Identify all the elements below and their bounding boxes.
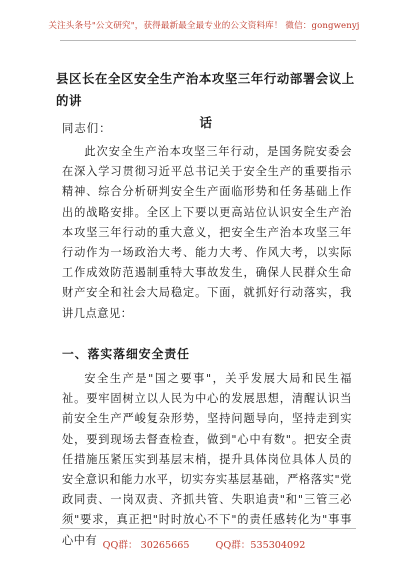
footer-divider <box>60 528 356 529</box>
salutation: 同志们： <box>62 121 112 135</box>
header-divider <box>60 40 356 41</box>
title-line-1: 县区长在全区安全生产治本攻坚三年行动部署会议上的讲 <box>56 71 355 108</box>
header-promo-note: 关注头条号"公文研究"，获得最新最全最专业的公文资料库！ 微信：gongwenyj <box>48 21 360 31</box>
section-1-body <box>62 369 352 551</box>
footer-qq-group-1: QQ群： 30265665 <box>102 540 190 551</box>
footer-contact <box>0 537 408 551</box>
intro-paragraph: 此次安全生产治本攻坚三年行动，是国务院安委会在深入学习贯彻习近平总书记关于安全生产的重要指示精神、综合分析研判安全生产面临形势和任务基础上作出的战略安排。全区上下要以更高站位认识安全生产治本攻坚三年行动的重大意义，把安全生产治本攻坚三年行动作为一场政治大考、能力大考、作风大考，以实际工作成效防范遏制重特大事故发生，确保人民群众生命财产安全和社会大局稳定。下面，就抓好行动落实，我讲几点意见： <box>62 145 352 320</box>
section-1-paragraph: 安全生产是"国之要事"，关乎发展大局和民生福祉。要牢固树立以人民为中心的发展思想，清醒认识当前安全生产严峻复杂形势，坚持问题导向，坚持走到实处，要到现场去督查检查，做到"心中有数"。把安全责任措施压紧压实到基层末梢，提升具体岗位具体人员的安全意识和能力水平，切实夯实基层基础，严格落实"党政同责、一岗双责、齐抓共管、失职追责"和"三管三必须"要求，真正把"时时放心不下"的责任感转化为"事事心中有 <box>62 372 352 547</box>
section-heading-1: 一、落实落细安全责任 <box>62 347 190 361</box>
intro-section <box>62 142 352 324</box>
title-line-2: 话 <box>199 115 213 130</box>
footer-qq-group-2: QQ群：535304092 <box>215 540 306 551</box>
